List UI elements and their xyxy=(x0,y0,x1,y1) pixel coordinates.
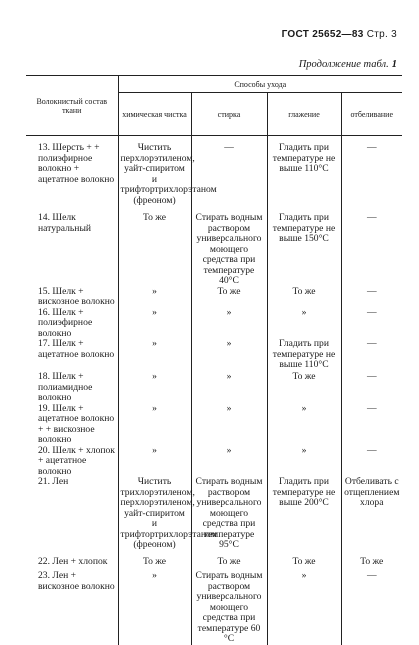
fabric-cell: 14. Шелк натуральный xyxy=(38,212,92,234)
bleaching-cell: — xyxy=(341,287,402,308)
bleaching-cell: — xyxy=(341,308,402,340)
fabric-cell: 16. Шелк + полиэфирное волокно xyxy=(38,306,93,339)
washing-cell: Стирать водным раствором универсального моющего средства при температуре 95°С xyxy=(191,477,267,557)
dry-cleaning-cell: То же xyxy=(118,557,191,571)
dry-cleaning-cell: » xyxy=(118,372,191,404)
bleaching-cell: — xyxy=(341,446,402,478)
header-ironing: глажение xyxy=(267,93,341,136)
washing-cell: » xyxy=(191,308,267,340)
ironing-cell: То же xyxy=(267,372,341,404)
table-row xyxy=(26,404,402,446)
header-fabric: Волокнистый состав ткани xyxy=(26,76,118,136)
table-row xyxy=(26,446,402,478)
fabric-cell: 15. Шелк + вискозное волокно xyxy=(38,285,115,307)
dry-cleaning-cell: » xyxy=(118,308,191,340)
washing-cell: » xyxy=(191,339,267,372)
fabric-cell: 13. Шерсть + + полиэфирное волокно + ацетатное волокно xyxy=(38,142,115,185)
header-bleaching: отбеливание xyxy=(341,93,402,136)
dry-cleaning-cell: Чистить трихлорэтиленом, перхлорэтиленом, уайт-спиритом и трифтортрихлорэтаном (фреоном) xyxy=(118,477,191,557)
ironing-cell: Гладить при температуре не выше 110°С xyxy=(267,143,341,213)
header-row-1 xyxy=(26,76,402,93)
table-row xyxy=(26,571,402,645)
bleaching-cell: — xyxy=(341,404,402,446)
fabric-cell: 20. Шелк + хлопок + ацетатное волокно xyxy=(38,444,115,477)
care-table xyxy=(26,75,402,645)
page-number: 3 xyxy=(391,29,397,40)
washing-cell: То же xyxy=(191,287,267,308)
dry-cleaning-cell: » xyxy=(118,404,191,446)
washing-cell: То же xyxy=(191,557,267,571)
bleaching-cell: — xyxy=(341,571,402,645)
ironing-cell: » xyxy=(267,404,341,446)
table-body xyxy=(26,136,402,645)
bleaching-cell: — xyxy=(341,339,402,372)
dry-cleaning-cell: » xyxy=(118,287,191,308)
table-continuation xyxy=(299,59,397,70)
table-row xyxy=(26,308,402,340)
fabric-cell: 19. Шелк + ацетатное волокно + + вискозное волокно xyxy=(38,402,115,445)
washing-cell: » xyxy=(191,404,267,446)
ironing-cell: То же xyxy=(267,557,341,571)
washing-cell: Стирать водным раствором универсального моющего средства при температуре 40°С xyxy=(191,213,267,287)
dry-cleaning-cell: » xyxy=(118,571,191,645)
header-washing: стирка xyxy=(191,93,267,136)
fabric-cell: 17. Шелк + ацетатное волокно xyxy=(38,338,115,360)
fabric-cell: 22. Лен + хлопок xyxy=(38,556,108,567)
bleaching-cell: То же xyxy=(341,557,402,571)
table-row xyxy=(26,287,402,308)
washing-cell: Стирать водным раствором универсального моющего средства при температуре 60 °С xyxy=(191,571,267,645)
dry-cleaning-cell: Чистить перхлорэтиленом, уайт-спиритом и трифтортрихлорэтаном (фреоном) xyxy=(118,143,191,213)
standard-number: ГОСТ 25652—83 xyxy=(281,29,364,40)
page-header xyxy=(282,29,397,40)
bleaching-cell: — xyxy=(341,213,402,287)
washing-cell: » xyxy=(191,372,267,404)
ironing-cell: Гладить при температуре не выше 110°С xyxy=(267,339,341,372)
bleaching-cell: — xyxy=(341,372,402,404)
ironing-cell: » xyxy=(267,571,341,645)
washing-cell: — xyxy=(191,143,267,213)
bleaching-cell: Отбеливать с отщеплением хлора xyxy=(341,477,402,557)
table-row xyxy=(26,143,402,213)
fabric-cell: 23. Лен + вискозное волокно xyxy=(38,570,115,592)
washing-cell: » xyxy=(191,446,267,478)
dry-cleaning-cell: » xyxy=(118,446,191,478)
header-dry-cleaning: химическая чистка xyxy=(118,93,191,136)
page-label: Стр. xyxy=(366,29,389,40)
fabric-cell: 18. Шелк + полиамидное волокно xyxy=(38,371,93,403)
table-row xyxy=(26,372,402,404)
ironing-cell: Гладить при температуре не выше 200°С xyxy=(267,477,341,557)
table-number: 1 xyxy=(391,59,397,70)
table-row xyxy=(26,557,402,571)
ironing-cell: То же xyxy=(267,287,341,308)
ironing-cell: Гладить при температуре не выше 150°С xyxy=(267,213,341,287)
table-row xyxy=(26,213,402,287)
ironing-cell: » xyxy=(267,446,341,478)
ironing-cell: » xyxy=(267,308,341,340)
header-care-methods: Способы ухода xyxy=(118,76,402,93)
table-row xyxy=(26,339,402,372)
fabric-cell: 21. Лен xyxy=(38,476,69,487)
table-row xyxy=(26,477,402,557)
continuation-text: Продолжение табл. xyxy=(298,59,389,70)
dry-cleaning-cell: То же xyxy=(118,213,191,287)
bleaching-cell: — xyxy=(341,143,402,213)
dry-cleaning-cell: » xyxy=(118,339,191,372)
